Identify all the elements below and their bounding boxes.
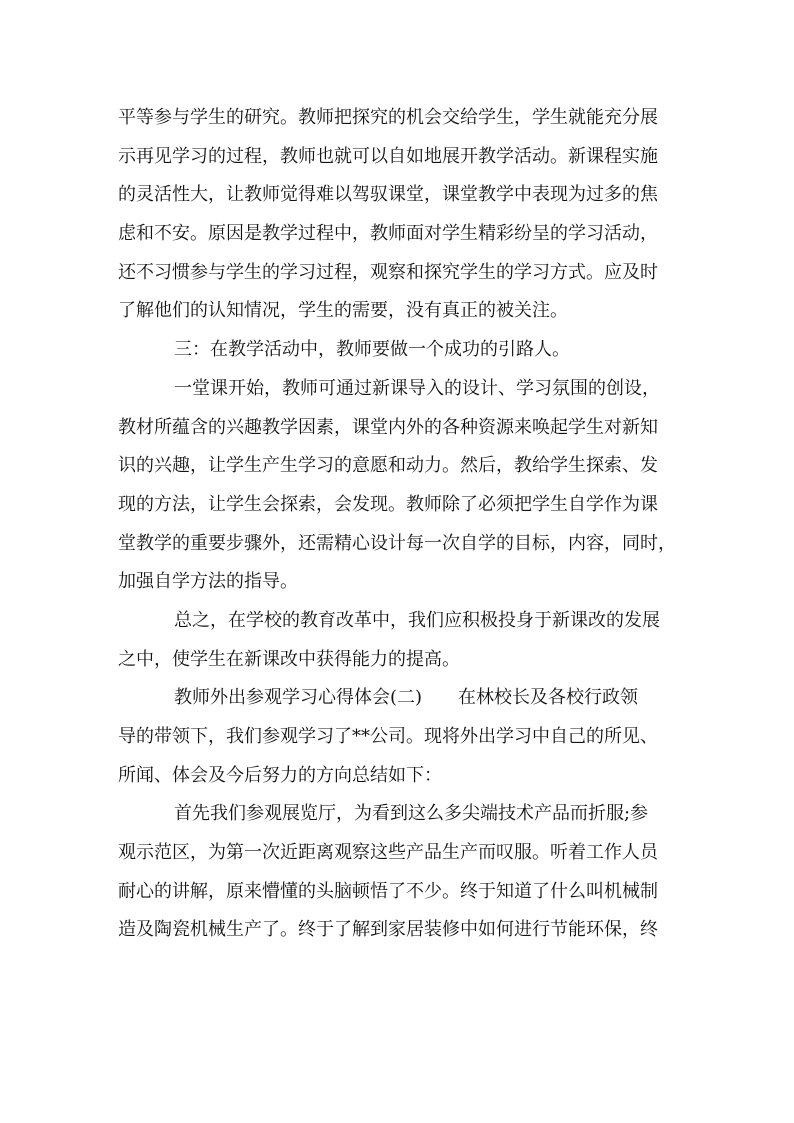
text-line: 堂教学的重要步骤外，还需精心设计每一次自学的目标，内容，同时， — [118, 532, 676, 554]
text-line: 总之，在学校的教育改革中，我们应积极投身于新课改的发展 — [174, 609, 660, 631]
text-line: 示再见学习的过程，教师也就可以自如地展开教学活动。新课程实施 — [118, 145, 658, 167]
text-line: 之中，使学生在新课改中获得能力的提高。 — [118, 648, 460, 670]
document-body — [118, 99, 678, 950]
text-line: 首先我们参观展览厅，为看到这么多尖端技术产品而折服;参 — [174, 803, 649, 825]
text-line: 导的带领下，我们参观学习了**公司。现将外出学习中自己的所见、 — [118, 726, 658, 747]
text-line: 观示范区，为第一次近距离观察这些产品生产而叹服。听着工作人员 — [118, 842, 658, 864]
text-line: 了解他们的认知情况，学生的需要，没有真正的被关注。 — [118, 300, 568, 322]
text-line: 加强自学方法的指导。 — [118, 571, 298, 593]
text-line: 教材所蕴含的兴趣教学因素，课堂内外的各种资源来唤起学生对新知 — [118, 416, 658, 438]
text-line: 造及陶瓷机械生产了。终于了解到家居装修中如何进行节能环保，终 — [118, 919, 658, 941]
text-line: 所闻、体会及今后努力的方向总结如下： — [118, 764, 442, 786]
text-line: 识的兴趣，让学生产生学习的意愿和动力。然后，教给学生探索、发 — [118, 455, 658, 477]
text-line: 的灵活性大，让教师觉得难以驾驭课堂，课堂教学中表现为过多的焦 — [118, 184, 658, 206]
text-line: 平等参与学生的研究。教师把探究的机会交给学生，学生就能充分展 — [118, 107, 658, 128]
text-line: 还不习惯参与学生的学习过程，观察和探究学生的学习方式。应及时 — [118, 261, 658, 283]
text-line: 耐心的讲解，原来懵懂的头脑顿悟了不少。终于知道了什么叫机械制 — [118, 880, 658, 902]
text-line: 一堂课开始，教师可通过新课导入的设计、学习氛围的创设， — [174, 377, 660, 399]
article-title-line: 教师外出参观学习心得体会(二) 在林校长及各校行政领 — [174, 687, 639, 709]
text-line: 虑和不安。原因是教学过程中，教师面对学生精彩纷呈的学习活动， — [118, 223, 658, 245]
section-heading: 三：在教学活动中，教师要做一个成功的引路人。 — [174, 339, 570, 361]
text-line: 现的方法，让学生会探索，会发现。教师除了必须把学生自学作为课 — [118, 493, 658, 515]
